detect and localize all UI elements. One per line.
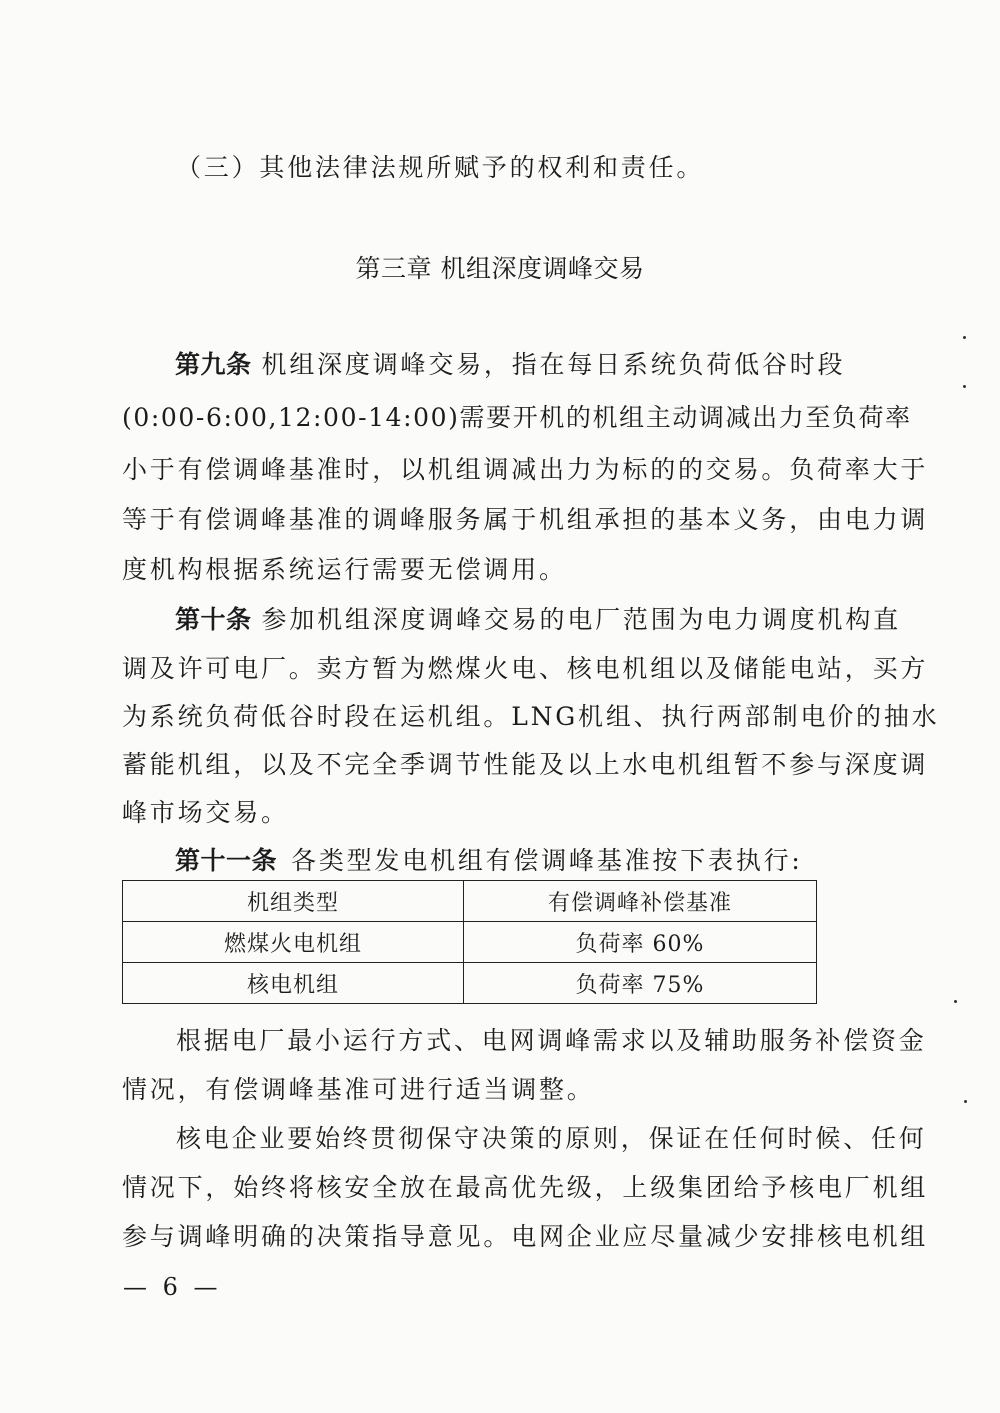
article9-label: 第九条	[175, 350, 252, 379]
article11-label: 第十一条	[175, 846, 278, 875]
article10-line-5: 峰市场交易。	[122, 798, 289, 827]
article9-line-5: 度机构根据系统运行需要无偿调用。	[122, 555, 567, 584]
article9-line-1	[175, 350, 923, 380]
article10-line-2: 调及许可电厂。卖方暂为燃煤火电、核电机组以及储能电站，买方	[122, 654, 929, 683]
article9-line-2: (0:00-6:00,12:00-14:00)需要开机的机组主动调减出力至负荷率	[122, 403, 912, 432]
peak-regulation-table	[122, 880, 817, 1004]
scan-speck	[954, 1000, 957, 1003]
table-cell: 负荷率 60%	[464, 922, 817, 963]
scan-speck	[964, 1100, 967, 1103]
intro-item: （三）其他法律法规所赋予的权利和责任。	[176, 153, 705, 182]
table-header-row	[123, 881, 817, 922]
article10-line-3: 为系统负荷低谷时段在运机组。LNG机组、执行两部制电价的抽水	[122, 702, 940, 731]
table-cell: 负荷率 75%	[464, 963, 817, 1004]
scan-speck	[963, 385, 966, 388]
table-header-cell: 有偿调峰补偿基准	[464, 881, 817, 922]
adjust-line-1: 根据电厂最小运行方式、电网调峰需求以及辅助服务补偿资金	[176, 1026, 927, 1055]
article10-line-1	[175, 605, 923, 635]
article9-line-4: 等于有偿调峰基准的调峰服务属于机组承担的基本义务，由电力调	[122, 505, 929, 534]
table-cell: 燃煤火电机组	[123, 922, 464, 963]
article10-line-4: 蓄能机组，以及不完全季调节性能及以上水电机组暂不参与深度调	[122, 750, 929, 779]
nuclear-line-3: 参与调峰明确的决策指导意见。电网企业应尽量减少安排核电机组	[122, 1222, 929, 1251]
chapter-title: 第三章 机组深度调峰交易	[355, 254, 645, 283]
page-number: — 6 —	[123, 1273, 222, 1301]
table-row	[123, 922, 817, 963]
table-row	[123, 963, 817, 1004]
nuclear-line-1: 核电企业要始终贯彻保守决策的原则，保证在任何时候、任何	[176, 1124, 927, 1153]
nuclear-line-2: 情况下，始终将核安全放在最高优先级，上级集团给予核电厂机组	[122, 1173, 929, 1202]
table-cell: 核电机组	[123, 963, 464, 1004]
article10-label: 第十条	[175, 605, 252, 634]
article11-line	[175, 846, 923, 876]
article11-text: 各类型发电机组有偿调峰基准按下表执行:	[291, 846, 803, 875]
adjust-line-2: 情况，有偿调峰基准可进行适当调整。	[122, 1075, 595, 1104]
article9-line-3: 小于有偿调峰基准时，以机组调减出力为标的的交易。负荷率大于	[122, 455, 929, 484]
scan-speck	[963, 336, 966, 339]
article10-text: 参加机组深度调峰交易的电厂范围为电力调度机构直	[261, 605, 901, 634]
table-header-cell: 机组类型	[123, 881, 464, 922]
article9-text: 机组深度调峰交易，指在每日系统负荷低谷时段	[261, 350, 846, 379]
